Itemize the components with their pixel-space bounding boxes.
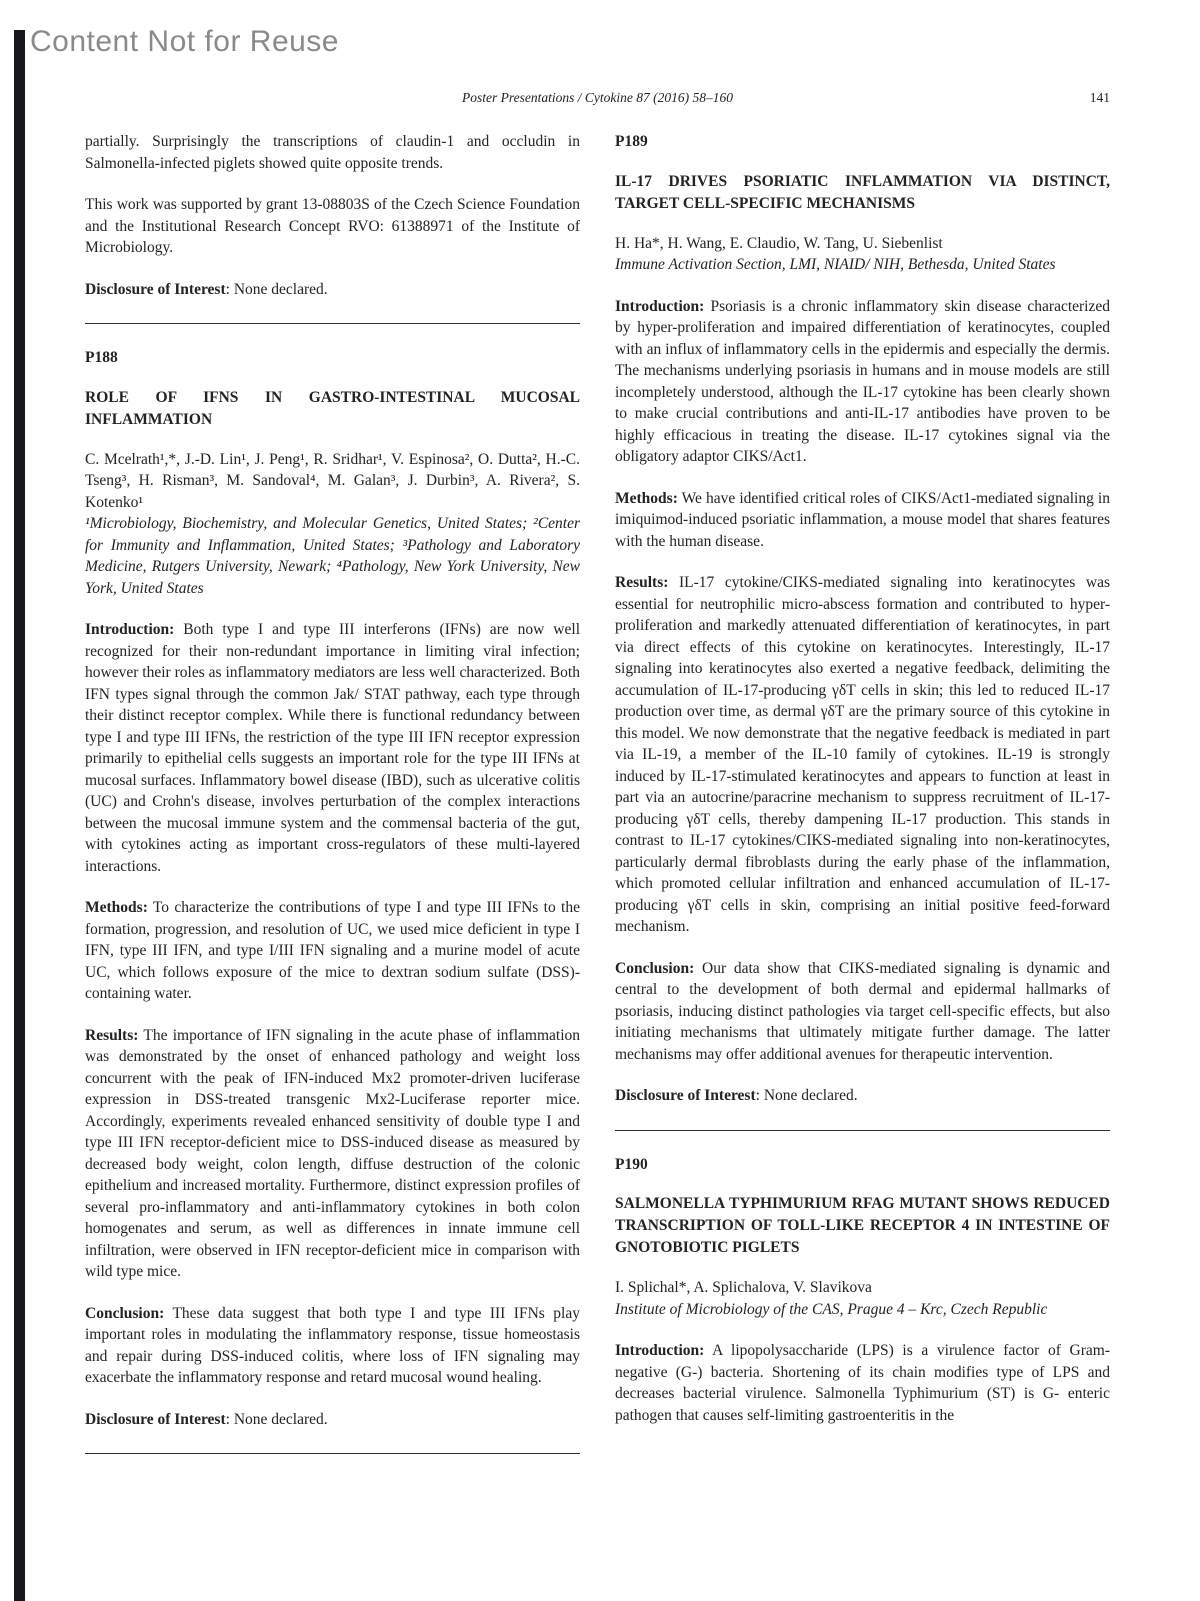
conclusion-paragraph: [85, 1303, 580, 1389]
results-text: The importance of IFN signaling in the acute phase of inflammation was demonstrated by the onset of enhanced pathology and weight loss concurrent with the peak of IFN-induced Mx2 promoter-driven luciferase expression in DSS-treated transgenic Mx2-Luciferase reporter mice. Accordingly, experiments revealed enhanced sensitivity of double type I and type III IFN receptor-deficient mice to DSS-induced disease as measured by decreased body weight, colon length, diffuse destruction of the colonic epithelium and increased mortality. Furthermore, distinct expression profiles of several pro-inflammatory and anti-inflammatory cytokines in both colon homogenates and serum, as well as differences in innate immune cell infiltration, were observed in IFN receptor-deficient mice in comparison with wild type mice.: [85, 1026, 580, 1280]
author-list: C. Mcelrath¹,*, J.-D. Lin¹, J. Peng¹, R. Sridhar¹, V. Espinosa², O. Dutta², H.-C. Tseng³, H. Risman³, M. Sandoval⁴, M. Galan³, J. Durbin³, A. Rivera², S. Kotenko¹: [85, 450, 580, 511]
disclosure-label: Disclosure of Interest: [615, 1087, 756, 1104]
disclosure-label: Disclosure of Interest: [85, 1410, 226, 1428]
journal-header-line: Poster Presentations / Cytokine 87 (2016) 58–160: [462, 90, 733, 105]
conclusion-text: Our data show that CIKS-mediated signaling is dynamic and central to the development of both dermal and epidermal hallmarks of psoriasis, inducing distinct pathologies via target cell-specific effects, but also initiating mechanisms that ultimately mitigate further damage. The latter mechanisms may offer additional avenues for therapeutic intervention.: [615, 959, 1111, 1063]
abstract-title: ROLE OF IFNS IN GASTRO-INTESTINAL MUCOSAL INFLAMMATION: [85, 388, 580, 428]
introduction-paragraph: [615, 1340, 1110, 1426]
conclusion-paragraph: [615, 958, 1110, 1066]
conclusion-text: These data suggest that both type I and type III IFNs play important roles in modulating the inflammatory response, tissue homeostasis and repair during DSS-induced colitis, where loss of IFN signaling may exacerbate the inflammatory response and retard mucosal wound healing.: [85, 1304, 580, 1386]
methods-label: Methods:: [615, 489, 678, 507]
introduction-paragraph: [615, 296, 1110, 468]
author-list: I. Splichal*, A. Splichalova, V. Slavikova: [615, 1279, 872, 1296]
introduction-text: Psoriasis is a chronic inflammatory skin disease characterized by hyper-proliferation and impaired differentiation of keratinocytes, coupled with an influx of inflammatory cells in the epidermis and especially the dermis. The mechanisms underlying psoriasis in humans and in mouse models are still incompletely understood, although the IL-17 cytokine has been clearly shown to make crucial contributions and anti-IL-17 antibodies have proven to be highly efficacious in treating the disease. IL-17 cytokines signal via the obligatory adaptor CIKS/Act1.: [615, 297, 1111, 465]
methods-paragraph: [85, 897, 580, 1005]
disclosure-line: [85, 1409, 580, 1431]
scan-edge-bar: [14, 30, 25, 1601]
results-paragraph: [615, 572, 1110, 938]
methods-paragraph: [615, 488, 1110, 553]
results-label: Results:: [85, 1026, 139, 1044]
introduction-label: Introduction:: [85, 621, 175, 638]
affiliation-list: Institute of Microbiology of the CAS, Prague 4 – Krc, Czech Republic: [615, 1300, 1048, 1318]
conclusion-label: Conclusion:: [85, 1304, 165, 1322]
conclusion-label: Conclusion:: [615, 959, 695, 977]
left-column: [85, 131, 580, 1477]
introduction-text: A lipopolysaccharide (LPS) is a virulence factor of Gram-negative (G-) bacteria. Shortening of its chain modifies type of LPS and decreases bacterial virulence. Salmonella Typhimurium (ST) is G- enteric pathogen that causes self-limiting gastroenteritis in the: [615, 1342, 1110, 1424]
acknowledgement-paragraph: This work was supported by grant 13-08803S of the Czech Science Foundation and the Institutional Research Concept RVO: 61388971 of the Institute of Microbiology.: [85, 196, 580, 256]
continuation-paragraph: partially. Surprisingly the transcriptions of claudin-1 and occludin in Salmonella-infected piglets showed quite opposite trends.: [85, 133, 580, 172]
affiliation-list: Immune Activation Section, LMI, NIAID/ NIH, Bethesda, United States: [615, 256, 1056, 273]
disclosure-text: : None declared.: [755, 1087, 858, 1104]
section-divider: [615, 1130, 1110, 1131]
text-columns: [85, 131, 1110, 1477]
section-divider: [85, 1453, 580, 1454]
affiliation-list: ¹Microbiology, Biochemistry, and Molecular Genetics, United States; ²Center for Immunity and Inflammation, United States; ³Pathology and Laboratory Medicine, Rutgers University, Newark; ⁴Pathology, New York University, New York, United States: [85, 515, 580, 597]
results-text: IL-17 cytokine/CIKS-mediated signaling into keratinocytes was essential for neutrophilic micro-abscess formation and contributed to hyper-proliferation and markedly attenuated differentiation of keratinocytes, in part via direct effects of this cytokine on keratinocytes. Interestingly, IL-17 signaling into keratinocytes also exerted a negative feedback, delimiting the accumulation of IL-17-producing γδT cells in skin; this led to reduced IL-17 production over time, as dermal γδT are the primary source of this cytokine in this model. We now demonstrate that the negative feedback is mediated in part via IL-19, a member of the IL-10 family of cytokines. IL-19 is strongly induced by IL-17-stimulated keratinocytes and appears to function at least in part via an autocrine/paracrine mechanism to suppress recruitment of IL-17-producing γδT cells, thereby dampening IL-17 production. This stands in contrast to IL-17 cytokines/CIKS-mediated signaling into non-keratinocytes, particularly dermal fibroblasts during the early phase of the inflammation, which promoted cellular infiltration and enhanced accumulation of IL-17-producing γδT cells in skin, comprising an initial positive feed-forward mechanism.: [615, 574, 1111, 935]
introduction-text: Both type I and type III interferons (IFNs) are now well recognized for their non-redundant importance in limiting viral infection; however their roles as inflammatory mediators are less well characterized. Both IFN types signal through the common Jak/ STAT pathway, each type through their distinct receptor complex. While there is functional redundancy between type I and type III IFNs, the restriction of the type III IFN receptor expression primarily to epithelial cells suggests an important role for the type III IFNs at mucosal surfaces. Inflammatory bowel disease (IBD), such as ulcerative colitis (UC) and Crohn's disease, involves perturbation of the complex interactions between the mucosal immune system and the commensal bacteria of the gut, with cytokines acting as important cross-regulators of these multi-layered interactions.: [85, 621, 580, 875]
abstract-title: IL-17 DRIVES PSORIATIC INFLAMMATION VIA DISTINCT, TARGET CELL-SPECIFIC MECHANISMS: [615, 172, 1110, 212]
methods-text: We have identified critical roles of CIKS/Act1-mediated signaling in imiquimod-induced psoriatic inflammation, a mouse model that shares features with the human disease.: [615, 489, 1110, 550]
methods-label: Methods:: [85, 899, 148, 916]
page-number: 141: [1089, 90, 1110, 105]
methods-text: To characterize the contributions of type I and type III IFNs to the formation, progression, and resolution of UC, we used mice deficient in type I IFN, type III IFN, and type I/III IFN signaling and a murine model of acute UC, which follows exposure of the mice to dextran sodium sulfate (DSS)-containing water.: [85, 899, 580, 1002]
abstract-number: P189: [615, 133, 648, 150]
disclosure-label: Disclosure of Interest: [85, 280, 226, 298]
abstract-title: SALMONELLA TYPHIMURIUM RFAG MUTANT SHOWS REDUCED TRANSCRIPTION OF TOLL-LIKE RECEPTOR 4 IN INTESTINE OF GNOTOBIOTIC PIGLETS: [615, 1195, 1110, 1256]
watermark: Content Not for Reuse: [30, 25, 339, 58]
right-column: [615, 131, 1110, 1477]
results-label: Results:: [615, 574, 669, 591]
disclosure-text: : None declared.: [225, 280, 328, 298]
introduction-label: Introduction:: [615, 1342, 705, 1359]
disclosure-line: [85, 279, 580, 301]
abstract-number: P190: [615, 1155, 648, 1173]
section-divider: [85, 323, 580, 324]
author-list: H. Ha*, H. Wang, E. Claudio, W. Tang, U. Siebenlist: [615, 234, 943, 252]
disclosure-line: [615, 1085, 1110, 1107]
running-head: [85, 90, 1110, 108]
disclosure-text: : None declared.: [225, 1410, 328, 1428]
introduction-label: Introduction:: [615, 297, 705, 315]
abstract-number: P188: [85, 349, 118, 366]
introduction-paragraph: [85, 619, 580, 877]
results-paragraph: [85, 1025, 580, 1283]
